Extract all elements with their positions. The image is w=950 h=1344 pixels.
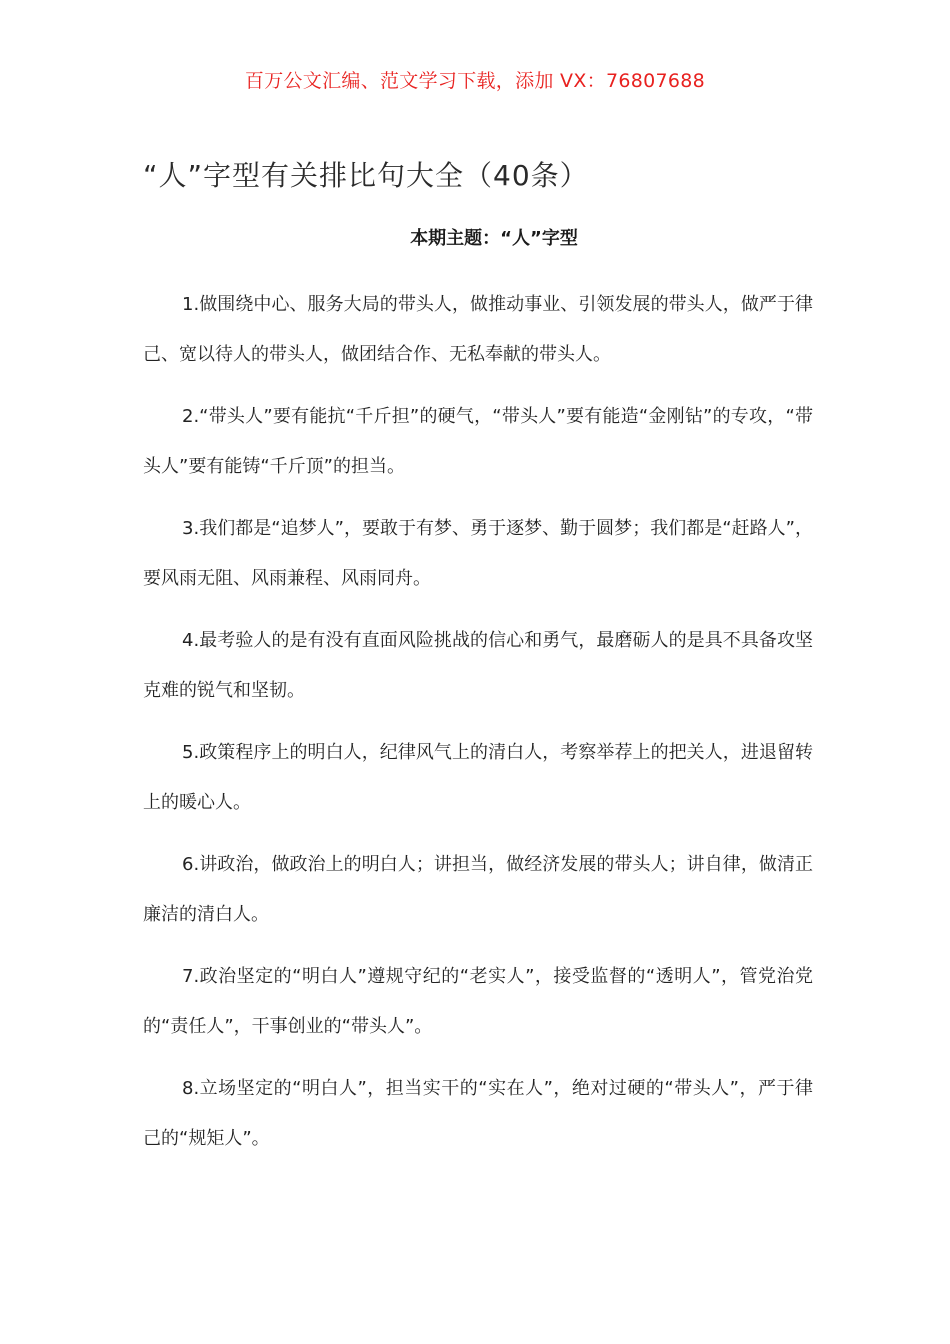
document-title: “人”字型有关排比句大全（40条） — [143, 159, 589, 192]
item-list — [143, 280, 813, 1176]
promo-header: 百万公文汇编、范文学习下载，添加 VX：76807688 — [244, 70, 706, 92]
list-item: 7.政治坚定的“明白人”遵规守纪的“老实人”，接受监督的“透明人”，管党治党的“责任人”，干事创业的“带头人”。 — [143, 966, 813, 1037]
document-subtitle: 本期主题：“人”字型 — [410, 228, 578, 249]
list-item: 3.我们都是“追梦人”，要敢于有梦、勇于逐梦、勤于圆梦；我们都是“赶路人”，要风雨无阻、风雨兼程、风雨同舟。 — [143, 518, 813, 589]
list-item: 8.立场坚定的“明白人”，担当实干的“实在人”，绝对过硬的“带头人”，严于律己的“规矩人”。 — [143, 1078, 813, 1149]
list-item: 6.讲政治，做政治上的明白人；讲担当，做经济发展的带头人；讲自律，做清正廉洁的清白人。 — [143, 854, 813, 925]
list-item: 1.做围绕中心、服务大局的带头人，做推动事业、引领发展的带头人，做严于律己、宽以待人的带头人，做团结合作、无私奉献的带头人。 — [143, 294, 813, 365]
list-item: 5.政策程序上的明白人，纪律风气上的清白人，考察举荐上的把关人，进退留转上的暖心人。 — [143, 742, 813, 813]
list-item: 4.最考验人的是有没有直面风险挑战的信心和勇气，最磨砺人的是具不具备攻坚克难的锐气和坚韧。 — [143, 630, 813, 701]
list-item: 2.“带头人”要有能抗“千斤担”的硬气，“带头人”要有能造“金刚钻”的专攻，“带头人”要有能铸“千斤顶”的担当。 — [143, 406, 813, 477]
